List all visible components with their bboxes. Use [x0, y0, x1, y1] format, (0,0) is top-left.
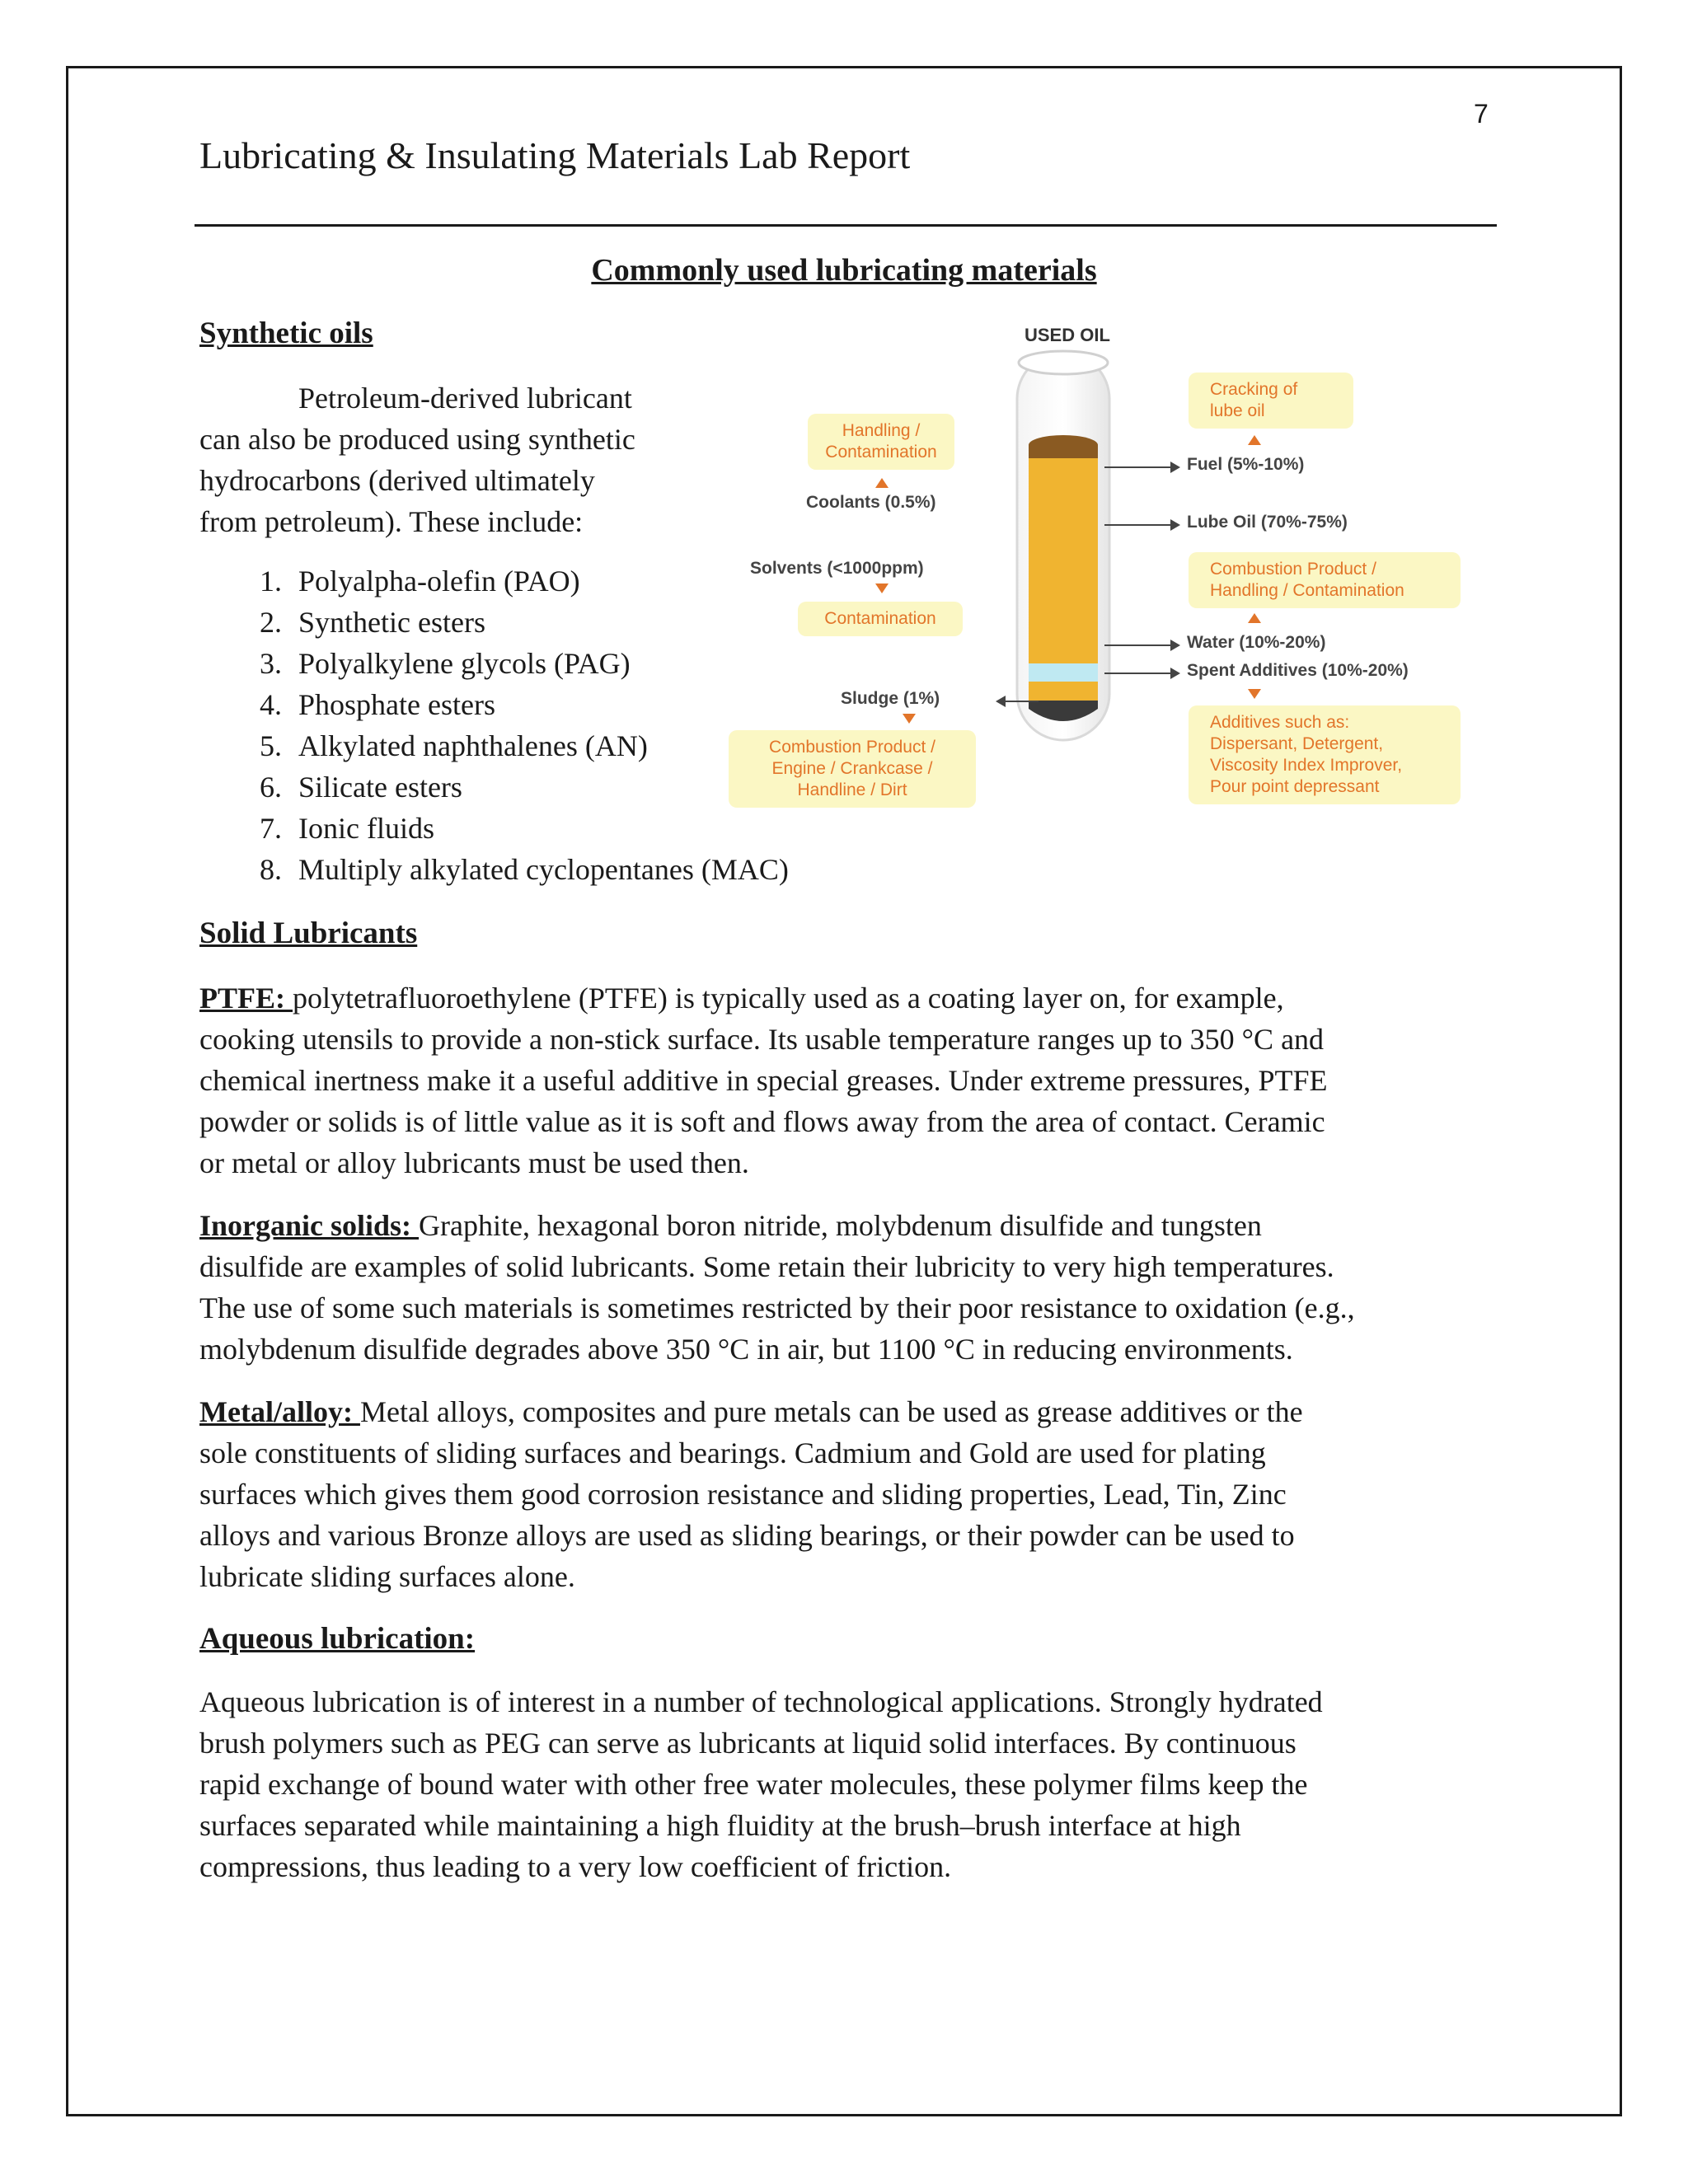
water-layer — [1029, 663, 1098, 682]
tube-rim — [1019, 351, 1108, 374]
para-line: surfaces separated while maintaining a high fluidity at the brush–brush interface at high — [199, 1809, 1241, 1842]
list-item — [199, 766, 789, 808]
box-line: Contamination — [825, 443, 937, 462]
intro-line: from petroleum). These include: — [199, 505, 584, 538]
para-line: brush polymers such as PEG can serve as lubricants at liquid solid interfaces. By continuous — [199, 1727, 1296, 1760]
list-text: Synthetic esters — [298, 606, 485, 639]
intro-line: Petroleum-derived lubricant — [298, 382, 632, 415]
list-text: Multiply alkylated cyclopentanes (MAC) — [298, 853, 789, 886]
list-text: Alkylated naphthalenes (AN) — [298, 729, 648, 762]
synthetic-intro — [199, 377, 694, 542]
list-text: Phosphate esters — [298, 688, 495, 721]
metal-alloy-paragraph — [199, 1391, 1485, 1597]
list-item — [199, 849, 789, 890]
lube-oil-label: Lube Oil (70%-75%) — [1187, 513, 1348, 532]
box-line: Combustion Product / — [769, 738, 935, 757]
list-item — [199, 560, 789, 602]
list-number: 4. — [260, 688, 282, 721]
synthetic-oils-list — [199, 560, 789, 890]
box-line: Combustion Product / — [1210, 560, 1376, 579]
para-line: disulfide are examples of solid lubricants. Some retain their lubricity to very high temperatures. — [199, 1250, 1334, 1283]
arrow-right-icon — [1170, 462, 1180, 473]
used-oil-diagram — [725, 313, 1517, 841]
box-line: Dispersant, Detergent, — [1210, 734, 1384, 753]
arrow-left-icon — [996, 696, 1006, 707]
synthetic-oils-heading: Synthetic oils — [199, 316, 373, 350]
list-item — [199, 684, 789, 725]
section-title: Commonly used lubricating materials — [591, 253, 1097, 288]
box-line: Additives such as: — [1210, 713, 1350, 732]
list-number: 8. — [260, 853, 282, 886]
list-text: Silicate esters — [298, 771, 462, 804]
list-item — [199, 725, 789, 766]
intro-line: hydrocarbons (derived ultimately — [199, 464, 595, 497]
para-line — [199, 1391, 1485, 1432]
solvents-label: Solvents (<1000ppm) — [750, 559, 924, 578]
para-line — [199, 1205, 1485, 1246]
page-number: 7 — [1474, 99, 1489, 129]
spent-additives-connector — [1104, 673, 1170, 674]
para-line: molybdenum disulfide degrades above 350 °C in air, but 1100 °C in reducing environments. — [199, 1333, 1293, 1366]
para-line: lubricate sliding surfaces alone. — [199, 1560, 575, 1593]
arrow-up-icon — [1248, 435, 1261, 445]
list-number: 7. — [260, 812, 282, 845]
para-line: sole constituents of sliding surfaces and bearings. Cadmium and Gold are used for plating — [199, 1436, 1266, 1469]
list-number: 1. — [260, 565, 282, 598]
used-oil-tube — [1014, 346, 1113, 758]
intro-line: can also be produced using synthetic — [199, 423, 635, 456]
aqueous-lubrication-heading: Aqueous lubrication: — [199, 1622, 476, 1656]
sludge-connector — [1006, 701, 1039, 702]
para-line: The use of some such materials is sometimes restricted by their poor resistance to oxidation (e.g., — [199, 1291, 1355, 1324]
inorganic-label: Inorganic solids: — [199, 1209, 420, 1242]
list-number: 3. — [260, 647, 282, 680]
fuel-connector — [1104, 466, 1170, 468]
list-text: Ionic fluids — [298, 812, 434, 845]
arrow-right-icon — [1170, 668, 1180, 679]
list-text: Polyalpha-olefin (PAO) — [298, 565, 580, 598]
arrow-down-icon — [875, 583, 889, 593]
arrow-right-icon — [1170, 519, 1180, 531]
box-line: Cracking of — [1210, 380, 1298, 399]
box-line: lube oil — [1210, 401, 1265, 420]
box-line: Handling / — [842, 421, 921, 440]
para-line: surfaces which gives them good corrosion resistance and sliding properties, Lead, Tin, Zinc — [199, 1478, 1287, 1511]
metal-alloy-label: Metal/alloy: — [199, 1395, 360, 1428]
para-line: Aqueous lubrication is of interest in a number of technological applications. Strongly hydrated — [199, 1685, 1323, 1718]
handling-contamination-box — [808, 414, 954, 470]
list-text: Polyalkylene glycols (PAG) — [298, 647, 631, 680]
combustion-engine-box — [729, 730, 976, 808]
list-item — [199, 808, 789, 849]
aqueous-paragraph — [199, 1681, 1485, 1887]
coolants-label: Coolants (0.5%) — [806, 493, 936, 512]
lube-connector — [1104, 524, 1170, 526]
para-line: or metal or alloy lubricants must be used then. — [199, 1146, 749, 1179]
additives-box — [1189, 705, 1461, 804]
para-line: powder or solids is of little value as it is soft and flows away from the area of contact. Ceramic — [199, 1105, 1325, 1138]
list-item — [199, 602, 789, 643]
water-connector — [1104, 644, 1170, 646]
arrow-up-icon — [875, 478, 889, 488]
box-line: Handling / Contamination — [1210, 581, 1404, 600]
para-line: cooking utensils to provide a non-stick surface. Its usable temperature ranges up to 350 °C and — [199, 1023, 1325, 1056]
header-divider — [195, 224, 1497, 227]
box-line: Viscosity Index Improver, — [1210, 756, 1403, 775]
inorganic-paragraph — [199, 1205, 1485, 1370]
list-number: 5. — [260, 729, 282, 762]
box-line: Handline / Dirt — [797, 780, 907, 799]
cracking-box — [1189, 373, 1353, 429]
para-line-text: Graphite, hexagonal boron nitride, molybdenum disulfide and tungsten — [419, 1209, 1262, 1242]
box-line: Pour point depressant — [1210, 777, 1380, 796]
arrow-right-icon — [1170, 640, 1180, 651]
para-line: alloys and various Bronze alloys are used as sliding bearings, or their powder can be used to — [199, 1519, 1295, 1552]
solid-lubricants-heading: Solid Lubricants — [199, 916, 418, 950]
spent-additives-label: Spent Additives (10%-20%) — [1187, 661, 1409, 680]
arrow-up-icon — [1248, 613, 1261, 623]
para-line — [199, 977, 1485, 1019]
fuel-label: Fuel (5%-10%) — [1187, 455, 1305, 474]
fuel-band — [1029, 445, 1098, 458]
para-line-text: Metal alloys, composites and pure metals can be used as grease additives or the — [359, 1395, 1303, 1428]
list-number: 2. — [260, 606, 282, 639]
contamination-box: Contamination — [798, 602, 963, 636]
arrow-down-icon — [1248, 689, 1261, 699]
list-item — [199, 643, 789, 684]
ptfe-paragraph — [199, 977, 1485, 1183]
combustion-handling-box — [1189, 552, 1461, 608]
box-line: Engine / Crankcase / — [771, 759, 933, 778]
list-number: 6. — [260, 771, 282, 804]
arrow-down-icon — [903, 714, 916, 724]
water-label: Water (10%-20%) — [1187, 633, 1326, 652]
ptfe-label: PTFE: — [199, 982, 293, 1015]
para-line-text: polytetrafluoroethylene (PTFE) is typically used as a coating layer on, for example, — [293, 982, 1284, 1015]
document-header: Lubricating & Insulating Materials Lab Report — [199, 134, 911, 176]
diagram-title: USED OIL — [1025, 325, 1110, 345]
sludge-label: Sludge (1%) — [841, 689, 940, 708]
para-line: chemical inertness make it a useful additive in special greases. Under extreme pressures, PTFE — [199, 1064, 1328, 1097]
para-line: compressions, thus leading to a very low coefficient of friction. — [199, 1850, 952, 1883]
para-line: rapid exchange of bound water with other free water molecules, these polymer films keep the — [199, 1768, 1308, 1801]
